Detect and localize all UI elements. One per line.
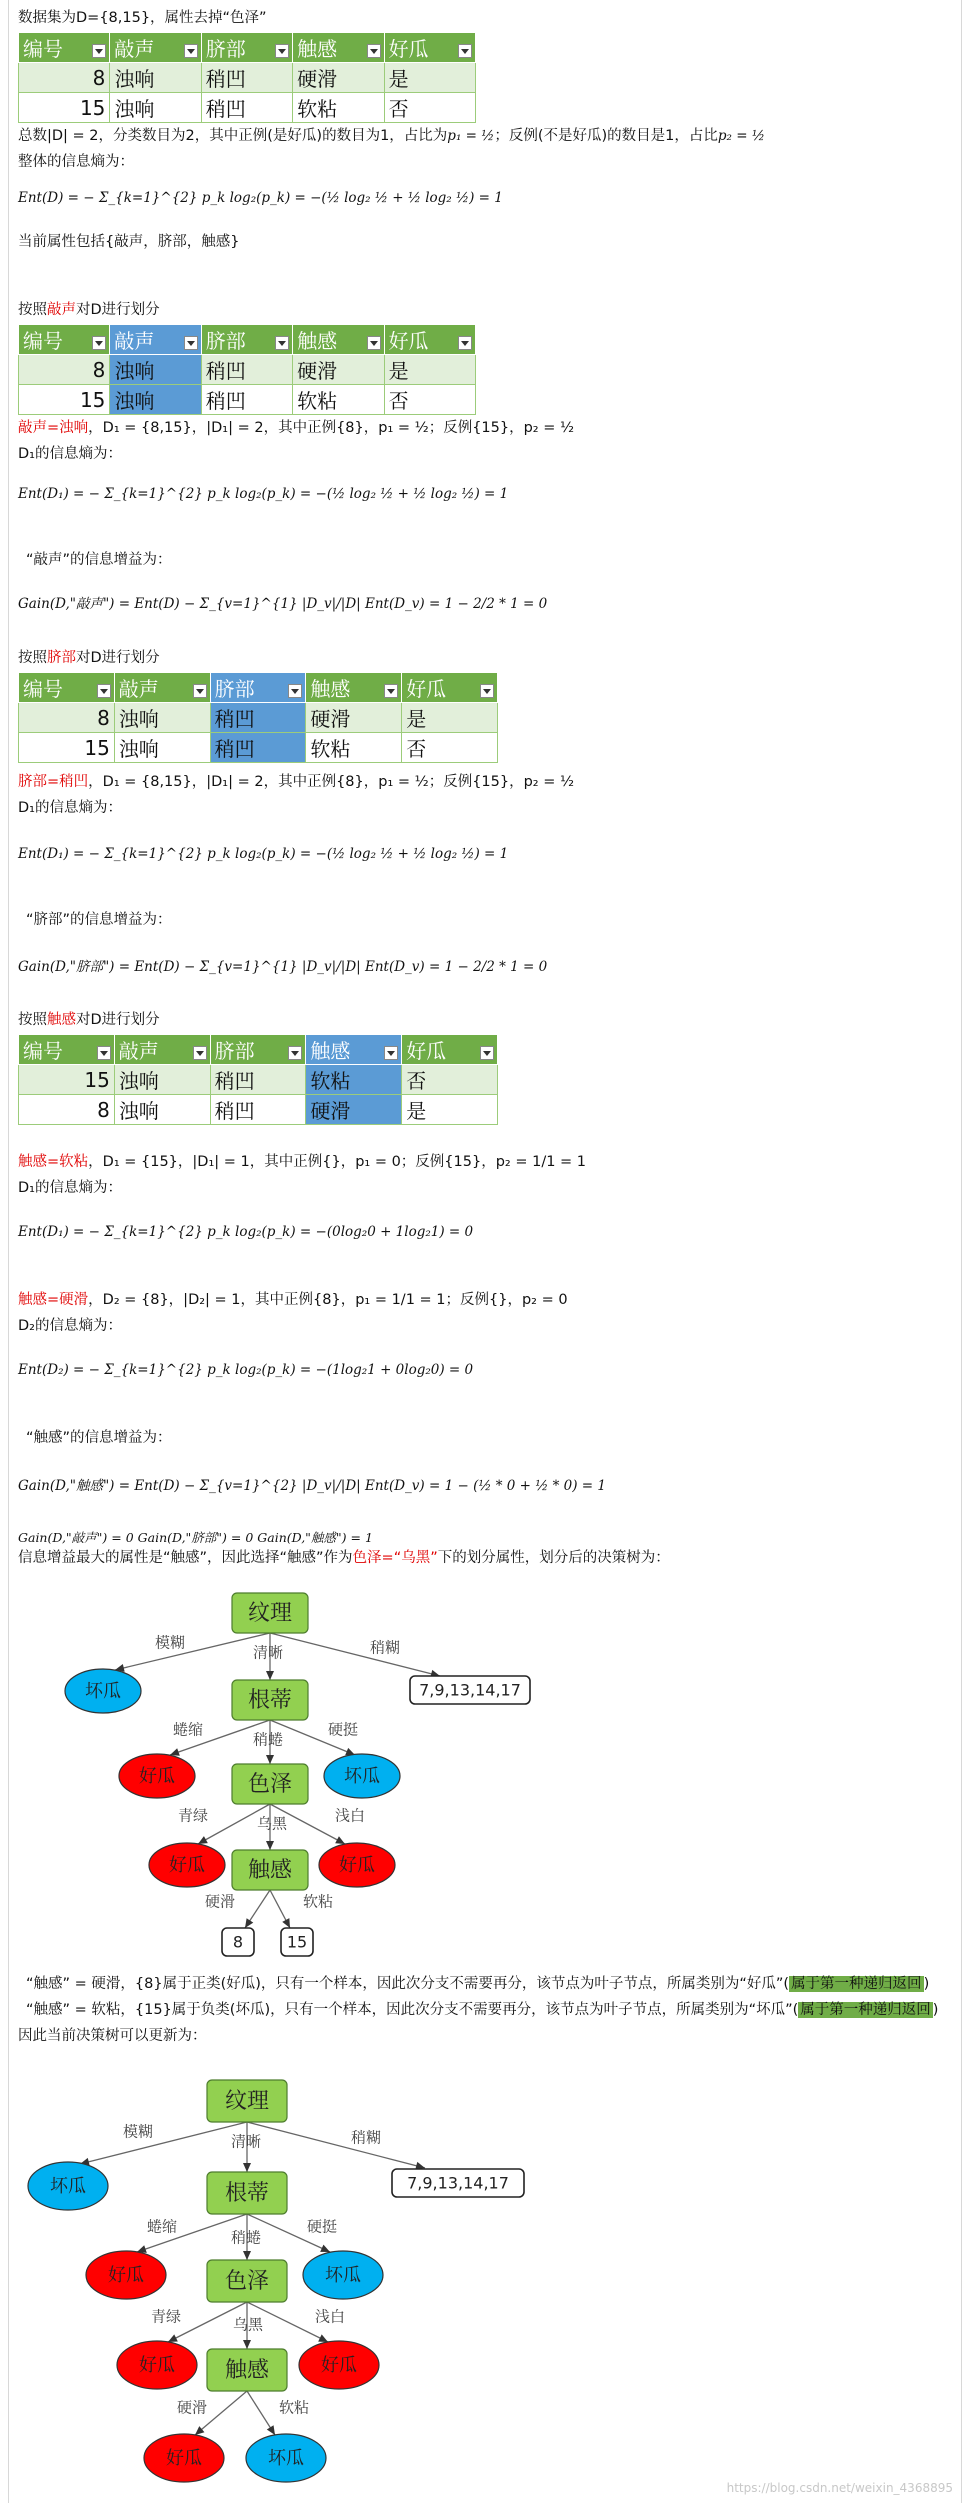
table-row [19,733,498,763]
tree-node-label: 根蒂 [247,1688,293,1713]
edge-label: 模糊 [154,1633,186,1652]
table-row [19,93,476,123]
decision-tree-intermediate [0,1580,979,1960]
column-header[interactable]: 触感 [306,1035,402,1065]
table-row [19,1065,498,1095]
table-cell: 否 [402,733,498,763]
table-cell: 浊响 [114,733,210,763]
tree-leaf-label: 7,9,13,14,17 [407,2173,509,2193]
s1-condition: 敲声=浊响，D₁ = {8,15}，|D₁| = 2，其中正例{8}，p₁ = ½；反例{15}，p₂ = ½ [18,420,575,436]
tree-node-label: 触感 [224,2358,270,2383]
table-cell: 浊响 [114,1065,210,1095]
table-cell: 否 [384,93,475,123]
table-cell: 浊响 [110,385,201,415]
s1-title: 按照敲声对D进行划分 [18,302,160,318]
table-cell: 硬滑 [293,355,384,385]
table-cell: 8 [19,355,110,385]
s3-gain-label: “触感”的信息增益为： [26,1430,172,1446]
edge-label: 稍糊 [350,2128,382,2147]
column-header[interactable]: 编号 [19,673,115,703]
s2-ent-label: D₁的信息熵为： [18,800,122,816]
edge-label: 模糊 [122,2122,154,2141]
table-cell: 稍凹 [201,385,292,415]
table-cell: 浊响 [110,63,201,93]
table-cell: 8 [19,703,115,733]
column-header[interactable]: 编号 [19,325,110,355]
column-header[interactable]: 编号 [19,1035,115,1065]
tree-edge [115,1633,270,1670]
s1-gain-label: “敲声”的信息增益为： [26,552,172,568]
table-row [19,1095,498,1125]
table-header-row [19,1035,498,1065]
note-line-update: 因此当前决策树可以更新为： [18,2028,207,2044]
table-original [18,32,476,123]
column-header[interactable]: 敲声 [114,673,210,703]
table-cell: 否 [402,1065,498,1095]
edge-label: 蜷缩 [146,2217,178,2236]
filter-dropdown-icon[interactable] [97,1046,111,1060]
s3-ent1-formula: Ent(D₁) = − Σ_{k=1}^{2} p_k log₂(p_k) = −(0log₂0 + 1log₂1) = 0 [18,1224,474,1240]
filter-dropdown-icon[interactable] [193,684,207,698]
table-cell: 是 [384,63,475,93]
edge-label: 乌黑 [256,1814,288,1833]
table-cell: 硬滑 [306,1095,402,1125]
edge-label: 青绿 [150,2307,182,2326]
tree-leaf-label: 8 [232,1932,244,1952]
edge-label: 稍蜷 [230,2228,262,2247]
edge-label: 清晰 [230,2132,262,2151]
s3-gains-summary: Gain(D,"敲声") = 0 Gain(D,"脐部") = 0 Gain(D,"触感") = 1 [18,1530,373,1545]
watermark: https://blog.csdn.net/weixin_4368895 [726,2481,953,2495]
edge-label: 软粘 [278,2398,310,2417]
decision-tree-updated [0,2060,979,2500]
s3-ent1-label: D₁的信息熵为： [18,1180,122,1196]
edge-label: 浅白 [314,2307,346,2326]
note-line-hard: “触感” = 硬滑，{8}属于正类(好瓜)，只有一个样本，因此次分支不需要再分，该节点为叶子节点，所属类别为“好瓜”( 属于第一种递归返回 ) [26,1976,930,1992]
tree-leaf-label: 坏瓜 [85,1681,121,1702]
table-cell: 稍凹 [210,1095,306,1125]
filter-dropdown-icon[interactable] [184,44,198,58]
tree-node-label: 纹理 [247,1601,293,1626]
edge-label: 硬滑 [176,2398,208,2417]
table-cell: 硬滑 [293,63,384,93]
table-header-row [19,33,476,63]
table-split-qiaosheng [18,324,476,415]
tree-leaf-label: 坏瓜 [268,2448,304,2469]
tree-leaf-label: 好瓜 [139,1766,175,1787]
filter-dropdown-icon[interactable] [384,684,398,698]
tree-node-label: 纹理 [224,2089,270,2114]
edge-arrow [266,1671,274,1680]
filter-dropdown-icon[interactable] [97,684,111,698]
column-header[interactable]: 敲声 [110,33,201,63]
tree-leaf-label: 坏瓜 [344,1766,380,1787]
edge-label: 稍蜷 [252,1730,284,1749]
s3-condition-hard: 触感=硬滑，D₂ = {8}，|D₂| = 1，其中正例{8}，p₁ = 1/1 = 1；反例{}，p₂ = 0 [18,1292,568,1308]
filter-dropdown-icon[interactable] [480,1046,494,1060]
s1-ent-label: D₁的信息熵为： [18,446,122,462]
s2-ent-formula: Ent(D₁) = − Σ_{k=1}^{2} p_k log₂(p_k) = −(½ log₂ ½ + ½ log₂ ½) = 1 [18,846,509,862]
s3-ent2-label: D₂的信息熵为： [18,1318,122,1334]
s3-ent2-formula: Ent(D₂) = − Σ_{k=1}^{2} p_k log₂(p_k) = −(1log₂1 + 0log₂0) = 0 [18,1362,474,1378]
table-row [19,385,476,415]
tree-leaf-label: 好瓜 [166,2448,202,2469]
column-header[interactable]: 好瓜 [402,1035,498,1065]
tree-leaf-label: 好瓜 [339,1855,375,1876]
s3-conclusion: 信息增益最大的属性是“触感”，因此选择“触感”作为色泽=“乌黑”下的划分属性，划分后的决策树为： [18,1550,670,1566]
table-cell: 稍凹 [201,355,292,385]
s0-ent-label: 整体的信息熵为： [18,154,134,170]
tree-leaf-label: 坏瓜 [50,2176,86,2197]
table-cell: 是 [384,355,475,385]
s3-condition-soft: 触感=软粘，D₁ = {15}，|D₁| = 1，其中正例{}，p₁ = 0；反例{15}，p₂ = 1/1 = 1 [18,1154,587,1170]
column-header[interactable]: 脐部 [201,325,292,355]
edge-arrow [243,2340,251,2349]
table-cell: 否 [384,385,475,415]
tree-edge [247,2122,425,2168]
table-row [19,703,498,733]
table-cell: 软粘 [293,93,384,123]
edge-label: 清晰 [252,1643,284,1662]
edge-label: 乌黑 [232,2315,264,2334]
tree-edge [80,2122,247,2164]
edge-label: 硬挺 [327,1720,359,1739]
column-header[interactable]: 敲声 [110,325,201,355]
filter-dropdown-icon[interactable] [458,44,472,58]
edge-label: 硬挺 [306,2217,338,2236]
filter-dropdown-icon[interactable] [367,44,381,58]
column-header[interactable]: 敲声 [114,1035,210,1065]
table-cell: 软粘 [306,1065,402,1095]
s0-ent-formula: Ent(D) = − Σ_{k=1}^{2} p_k log₂(p_k) = −(½ log₂ ½ + ½ log₂ ½) = 1 [18,190,503,206]
note-line-soft: “触感” = 软粘，{15}属于负类(坏瓜)，只有一个样本，因此次分支不需要再分，该节点为叶子节点，所属类别为“坏瓜”( 属于第一种递归返回 ) [26,2002,939,2018]
tree-node-label: 色泽 [224,2269,270,2294]
tree-leaf-label: 好瓜 [139,2355,175,2376]
tree-node-label: 触感 [247,1858,293,1883]
column-header[interactable]: 编号 [19,33,110,63]
edge-label: 软粘 [302,1892,334,1911]
table-split-chugan [18,1034,498,1125]
column-header[interactable]: 脐部 [201,33,292,63]
table-cell: 8 [19,63,110,93]
tree-leaf-label: 7,9,13,14,17 [419,1680,521,1700]
s3-title: 按照触感对D进行划分 [18,1012,160,1028]
tree-leaf-label: 15 [286,1932,308,1952]
filter-dropdown-icon[interactable] [480,684,494,698]
s2-gain-label: “脐部”的信息增益为： [26,912,172,928]
table-cell: 稍凹 [210,733,306,763]
s2-condition: 脐部=稍凹，D₁ = {8,15}，|D₁| = 2，其中正例{8}，p₁ = ½；反例{15}，p₂ = ½ [18,774,575,790]
table-cell: 稍凹 [210,703,306,733]
s0-summary: 总数|D| = 2，分类数目为2，其中正例(是好瓜)的数目为1，占比为p₁ = ½；反例(不是好瓜)的数目是1，占比p₂ = ½ [18,128,765,144]
s3-gain-formula: Gain(D,"触感") = Ent(D) − Σ_{v=1}^{2} |D_v|/|D| Ent(D_v) = 1 − (½ * 0 + ½ * 0) = 1 [18,1478,606,1494]
filter-dropdown-icon[interactable] [288,684,302,698]
filter-dropdown-icon[interactable] [367,336,381,350]
filter-dropdown-icon[interactable] [92,44,106,58]
filter-dropdown-icon[interactable] [275,44,289,58]
column-header[interactable]: 触感 [306,673,402,703]
column-header[interactable]: 脐部 [210,673,306,703]
table-cell: 软粘 [306,733,402,763]
edge-label: 蜷缩 [172,1720,204,1739]
table-cell: 是 [402,703,498,733]
edge-arrow [243,2163,251,2172]
column-header[interactable]: 好瓜 [402,673,498,703]
table-cell: 浊响 [110,355,201,385]
column-header[interactable]: 好瓜 [384,33,475,63]
tree-node-label: 色泽 [247,1772,293,1797]
filter-dropdown-icon[interactable] [92,336,106,350]
edge-arrow [243,2251,251,2260]
s1-gain-formula: Gain(D,"敲声") = Ent(D) − Σ_{v=1}^{1} |D_v|/|D| Ent(D_v) = 1 − 2/2 * 1 = 0 [18,596,548,612]
column-header[interactable]: 触感 [293,325,384,355]
table-cell: 浊响 [114,1095,210,1125]
table-split-qibu [18,672,498,763]
table-cell: 稍凹 [201,93,292,123]
filter-dropdown-icon[interactable] [193,1046,207,1060]
filter-dropdown-icon[interactable] [458,336,472,350]
tree-edge [270,1633,440,1676]
table-cell: 15 [19,385,110,415]
edge-label: 硬滑 [204,1892,236,1911]
edge-label: 稍糊 [369,1638,401,1657]
table-cell: 稍凹 [210,1065,306,1095]
table-row [19,355,476,385]
edge-arrow [267,2425,275,2435]
column-header[interactable]: 好瓜 [384,325,475,355]
s0-attrs: 当前属性包括{敲声，脐部，触感} [18,234,240,250]
edge-arrow [170,1748,180,1756]
table-cell: 浊响 [114,703,210,733]
edge-arrow [266,1755,274,1764]
tree-node-label: 根蒂 [224,2181,270,2206]
filter-dropdown-icon[interactable] [184,336,198,350]
table-cell: 浊响 [110,93,201,123]
tree-leaf-label: 好瓜 [169,1855,205,1876]
tree-leaf-label: 好瓜 [321,2355,357,2376]
tree-leaf-label: 好瓜 [108,2265,144,2286]
table-cell: 是 [402,1095,498,1125]
table-header-row [19,325,476,355]
edge-arrow [245,1918,253,1928]
edge-label: 青绿 [177,1806,209,1825]
table-cell: 8 [19,1095,115,1125]
dataset-header: 数据集为D={8,15}，属性去掉“色泽” [18,10,267,26]
filter-dropdown-icon[interactable] [275,336,289,350]
table-header-row [19,673,498,703]
table-row [19,63,476,93]
table-cell: 硬滑 [306,703,402,733]
table-cell: 软粘 [293,385,384,415]
edge-arrow [266,1841,274,1850]
table-cell: 15 [19,1065,115,1095]
table-cell: 15 [19,93,110,123]
column-header[interactable]: 触感 [293,33,384,63]
edge-label: 浅白 [334,1806,366,1825]
table-cell: 稍凹 [201,63,292,93]
table-cell: 15 [19,733,115,763]
filter-dropdown-icon[interactable] [288,1046,302,1060]
column-header[interactable]: 脐部 [210,1035,306,1065]
filter-dropdown-icon[interactable] [384,1046,398,1060]
s1-ent-formula: Ent(D₁) = − Σ_{k=1}^{2} p_k log₂(p_k) = −(½ log₂ ½ + ½ log₂ ½) = 1 [18,486,509,502]
s2-gain-formula: Gain(D,"脐部") = Ent(D) − Σ_{v=1}^{1} |D_v|/|D| Ent(D_v) = 1 − 2/2 * 1 = 0 [18,959,548,975]
tree-leaf-label: 坏瓜 [325,2265,361,2286]
s2-title: 按照脐部对D进行划分 [18,650,160,666]
